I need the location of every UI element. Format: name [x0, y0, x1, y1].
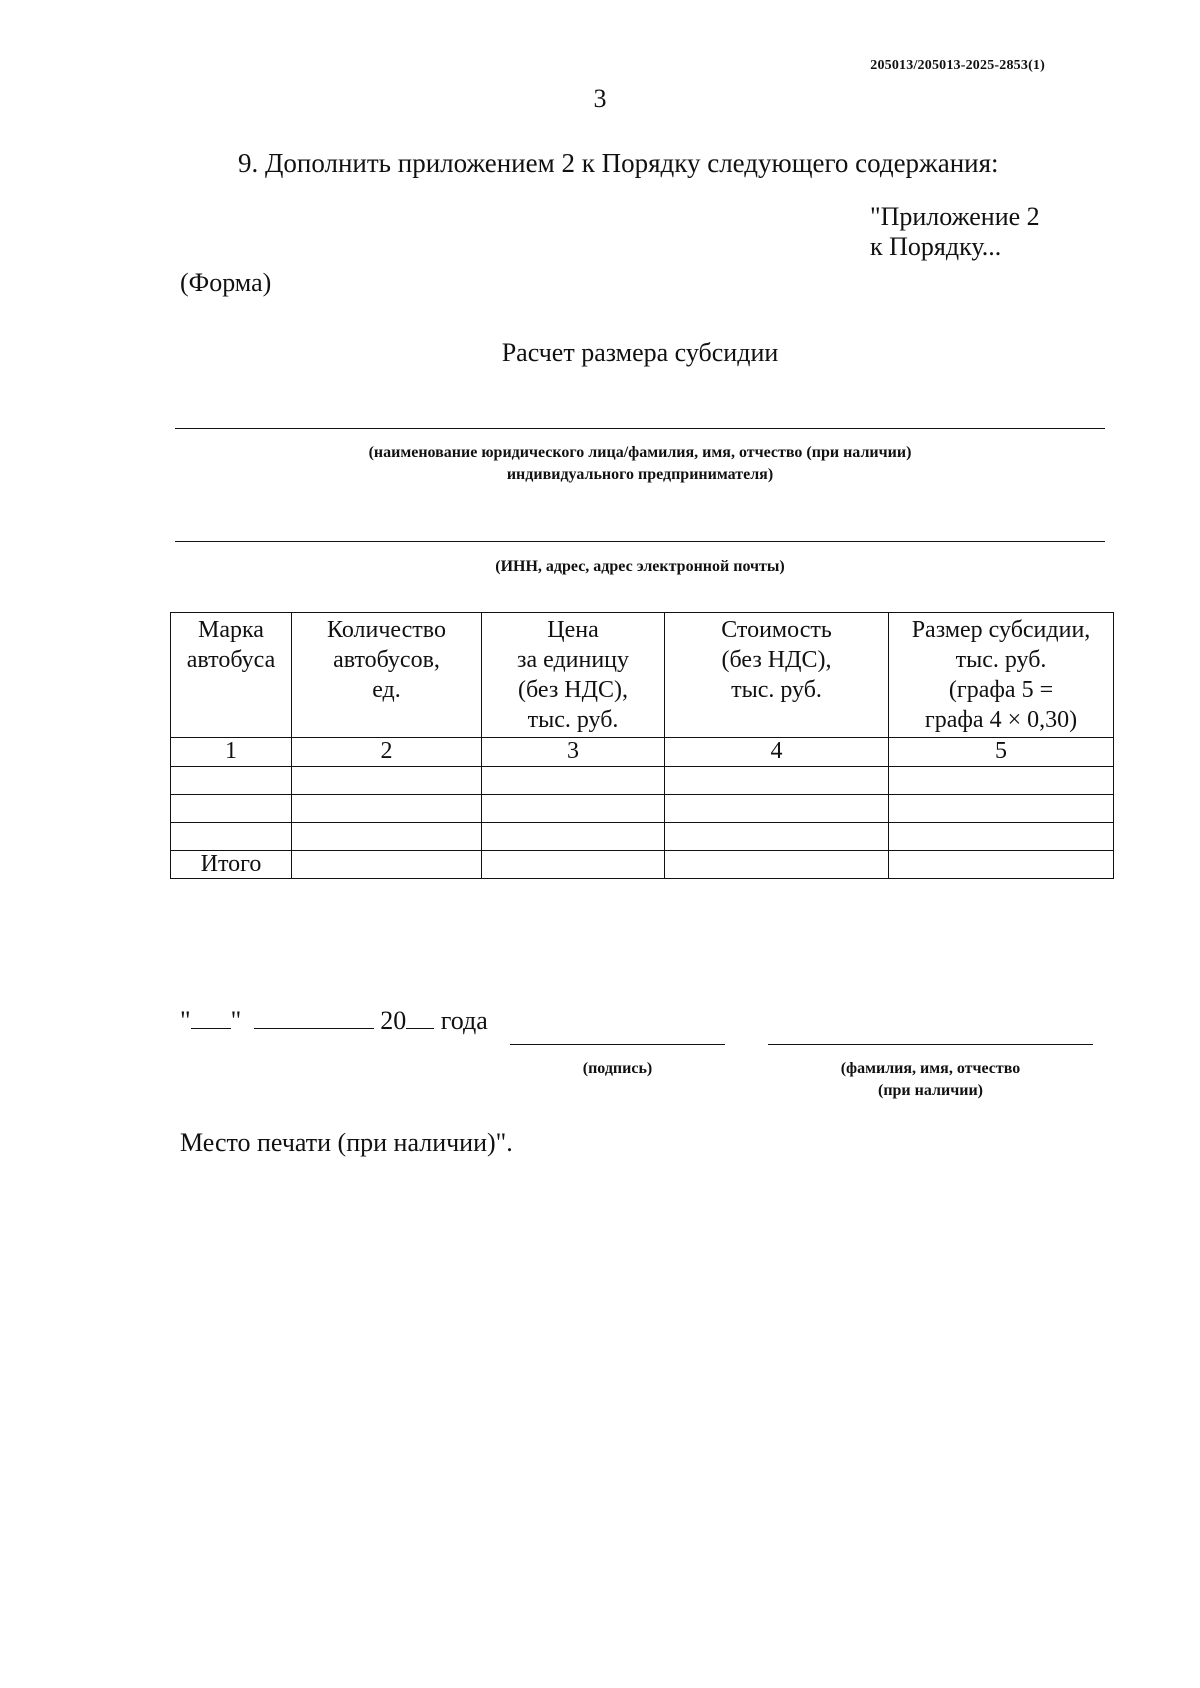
header-cell-subsidy	[889, 613, 1114, 738]
date-field	[180, 1006, 488, 1036]
table-row	[171, 767, 1114, 795]
column-number: 3	[482, 738, 665, 767]
table-cell[interactable]	[482, 795, 665, 823]
table-cell[interactable]	[292, 767, 482, 795]
year-blank[interactable]	[406, 1006, 434, 1029]
table-cell[interactable]	[482, 823, 665, 851]
column-number-row	[171, 738, 1114, 767]
column-number: 4	[665, 738, 889, 767]
appendix-reference	[870, 202, 1040, 262]
entity-name-line	[175, 428, 1105, 429]
header-text: за единицу	[516, 647, 630, 673]
year-prefix: 20	[380, 1006, 407, 1035]
table-cell[interactable]	[889, 823, 1114, 851]
item-heading: 9. Дополнить приложением 2 к Порядку следующего содержания:	[238, 148, 999, 178]
header-text: Размер субсидии,	[911, 617, 1091, 643]
header-text: тыс. руб.	[527, 707, 619, 733]
table-cell[interactable]	[889, 767, 1114, 795]
table-cell[interactable]	[171, 767, 292, 795]
table-cell[interactable]	[889, 795, 1114, 823]
document-id: 205013/205013-2025-2853(1)	[870, 58, 1045, 73]
month-blank[interactable]	[254, 1006, 374, 1029]
header-cell-quantity	[292, 613, 482, 738]
year-suffix: года	[440, 1006, 488, 1035]
date-open-quote: "	[180, 1006, 191, 1035]
signature-caption: (подпись)	[582, 1060, 653, 1077]
appendix-line-1: "Приложение 2	[870, 202, 1040, 231]
full-name-line[interactable]	[768, 1044, 1093, 1045]
header-row	[171, 613, 1114, 738]
column-number: 2	[292, 738, 482, 767]
table-cell[interactable]	[665, 767, 889, 795]
form-label: (Форма)	[180, 268, 272, 297]
table-cell[interactable]	[665, 795, 889, 823]
signature-line[interactable]	[510, 1044, 725, 1045]
table-cell[interactable]	[292, 795, 482, 823]
header-text: графа 4 × 0,30)	[924, 707, 1078, 733]
day-blank[interactable]	[191, 1006, 231, 1029]
contacts-caption: (ИНН, адрес, адрес электронной почты)	[495, 558, 785, 575]
table-cell[interactable]	[482, 851, 665, 879]
header-text: Марка	[198, 617, 264, 643]
entity-caption-line-1: (наименование юридического лица/фамилия, имя, отчество (при наличии)	[368, 444, 912, 461]
column-number: 1	[171, 738, 292, 767]
header-text: тыс. руб.	[955, 647, 1047, 673]
table-cell[interactable]	[292, 823, 482, 851]
table-row	[171, 795, 1114, 823]
full-name-caption-line-1: (фамилия, имя, отчество	[840, 1060, 1021, 1077]
table-cell[interactable]	[665, 851, 889, 879]
header-text: Количество	[327, 617, 446, 643]
header-text: (без НДС),	[721, 647, 832, 673]
table-cell[interactable]	[665, 823, 889, 851]
subsidy-table	[170, 612, 1114, 879]
header-text: Стоимость	[721, 617, 832, 643]
stamp-note: Место печати (при наличии)".	[180, 1128, 513, 1157]
header-text: (без НДС),	[517, 677, 628, 703]
full-name-caption-line-2: (при наличии)	[877, 1082, 983, 1099]
table-cell[interactable]	[171, 795, 292, 823]
header-text: тыс. руб.	[731, 677, 822, 703]
contacts-line	[175, 541, 1105, 542]
table-cell[interactable]	[482, 767, 665, 795]
table-cell[interactable]	[292, 851, 482, 879]
header-text: автобусов,	[333, 647, 440, 673]
header-text: автобуса	[186, 647, 276, 673]
appendix-line-2: к Порядку...	[870, 232, 1002, 261]
table-cell[interactable]	[171, 823, 292, 851]
header-cell-brand	[171, 613, 292, 738]
header-text: Цена	[547, 617, 599, 643]
header-cell-unit-price	[482, 613, 665, 738]
calc-title: Расчет размера субсидии	[501, 338, 779, 367]
page-number: 3	[593, 84, 607, 113]
total-row	[171, 851, 1114, 879]
date-close-quote: "	[230, 1006, 242, 1035]
header-text: (графа 5 =	[948, 677, 1054, 703]
table-row	[171, 823, 1114, 851]
entity-caption-line-2: индивидуального предпринимателя)	[506, 466, 774, 483]
column-number: 5	[889, 738, 1114, 767]
entity-caption	[175, 442, 1105, 486]
total-label: Итого	[171, 851, 292, 879]
header-text: ед.	[372, 677, 401, 703]
header-cell-cost	[665, 613, 889, 738]
full-name-caption	[788, 1058, 1073, 1102]
table-cell[interactable]	[889, 851, 1114, 879]
